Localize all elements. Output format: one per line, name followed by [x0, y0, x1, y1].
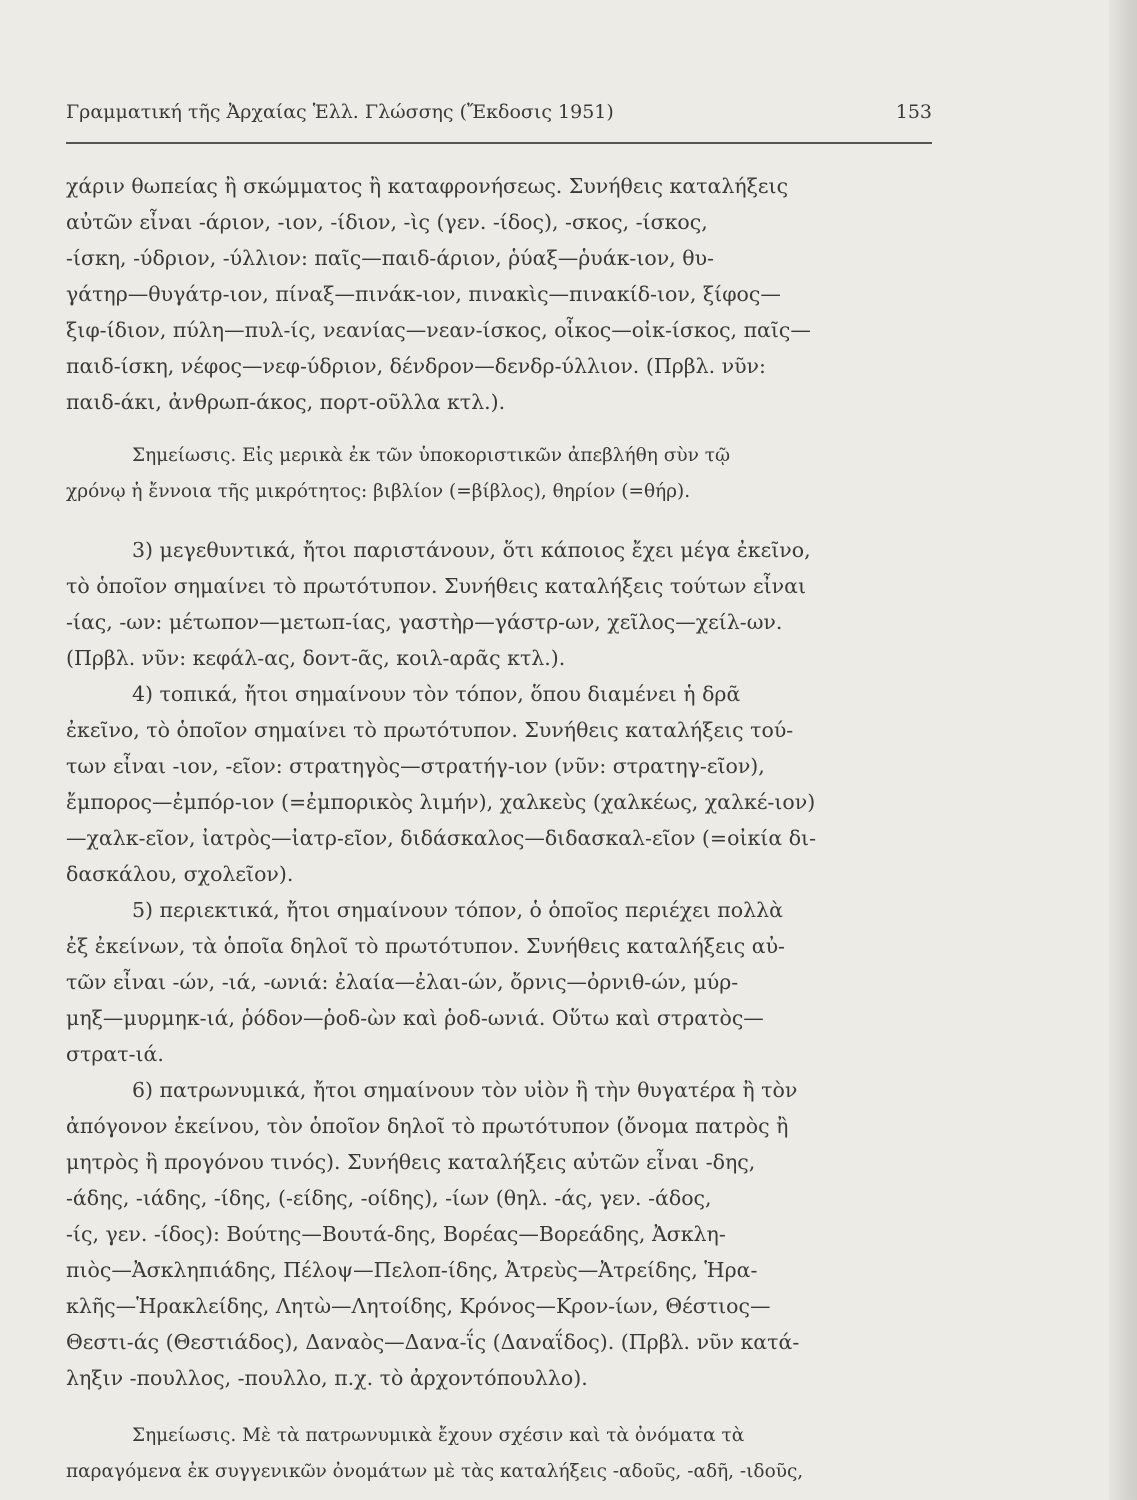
text-line: δασκάλου, σχολεῖον).	[66, 862, 294, 886]
text-line: τὸ ὁποῖον σημαίνει τὸ πρωτότυπον. Συνήθεις καταλήξεις τούτων εἶναι	[66, 574, 807, 598]
text-line: -ίς, γεν. -ίδος): Βούτης—Βουτά-δης, Βορέας—Βορεάδης, Ἀσκλη-	[66, 1222, 726, 1246]
text-line: ἐξ ἐκείνων, τὰ ὁποῖα δηλοῖ τὸ πρωτότυπον. Συνήθεις καταλήξεις αὐ-	[66, 934, 785, 958]
paragraph-augmentatives	[66, 532, 932, 676]
text-line: ληξιν -πουλλος, -πουλλο, π.χ. τὸ ἀρχοντόπουλλο).	[66, 1366, 588, 1390]
text-line: στρατ-ιά.	[66, 1042, 164, 1066]
text-line: ξιφ-ίδιον, πύλη—πυλ-ίς, νεανίας—νεαν-ίσκος, οἶκος—οἰκ-ίσκος, παῖς—	[66, 318, 811, 342]
note-line: Σημείωσις. Εἰς μερικὰ ἐκ τῶν ὑποκοριστικῶν ἀπεβλήθη σὺν τῷ	[132, 445, 731, 466]
page-edge	[1109, 0, 1137, 1500]
body-text	[66, 168, 932, 1490]
text-line: ἀπόγονον ἐκείνου, τὸν ὁποῖον δηλοῖ τὸ πρωτότυπον (ὄνομα πατρὸς ἢ	[66, 1114, 789, 1138]
text-line: 5) περιεκτικά, ἤτοι σημαίνουν τόπον, ὁ ὁποῖος περιέχει πολλὰ	[132, 898, 783, 922]
text-line: αὐτῶν εἶναι -άριον, -ιον, -ίδιον, -ὶς (γεν. -ίδος), -σκος, -ίσκος,	[66, 210, 708, 234]
paragraph-patronymics	[66, 1072, 932, 1396]
text-line: πιὸς—Ἀσκληπιάδης, Πέλοψ—Πελοπ-ίδης, Ἀτρεὺς—Ἀτρείδης, Ἡρα-	[66, 1258, 758, 1282]
note-line: παραγόμενα ἐκ συγγενικῶν ὀνομάτων μὲ τὰς καταλήξεις -αδοῦς, -αδῆ, -ιδοῦς,	[66, 1461, 804, 1482]
text-line: (Πρβλ. νῦν: κεφάλ-ας, δοντ-ᾶς, κοιλ-αρᾶς κτλ.).	[66, 646, 566, 670]
text-line: παιδ-ίσκη, νέφος—νεφ-ύδριον, δένδρον—δενδρ-ύλλιον. (Πρβλ. νῦν:	[66, 354, 766, 378]
text-line: —χαλκ-εῖον, ἰατρὸς—ἰατρ-εῖον, διδάσκαλος—διδασκαλ-εῖον (=οἰκία δι-	[66, 826, 817, 850]
running-title: Γραμματική τῆς Ἀρχαίας Ἑλλ. Γλώσσης (Ἔκδοσις 1951)	[66, 101, 614, 123]
text-line: -ίας, -ων: μέτωπον—μετωπ-ίας, γαστὴρ—γάστρ-ων, χεῖλος—χείλ-ων.	[66, 610, 783, 634]
note-line: Σημείωσις. Μὲ τὰ πατρωνυμικὰ ἔχουν σχέσιν καὶ τὰ ὀνόματα τὰ	[132, 1425, 745, 1446]
text-line: 4) τοπικά, ἤτοι σημαίνουν τὸν τόπον, ὅπου διαμένει ἡ δρᾶ	[132, 682, 741, 706]
text-line: 3) μεγεθυντικά, ἤτοι παριστάνουν, ὅτι κάποιος ἔχει μέγα ἐκεῖνο,	[132, 538, 811, 562]
text-line: -ίσκη, -ύδριον, -ύλλιον: παῖς—παιδ-άριον, ῥύαξ—ῥυάκ-ιον, θυ-	[66, 246, 714, 270]
note-line: χρόνῳ ἡ ἔννοια τῆς μικρότητος: βιβλίον (=βίβλος), θηρίον (=θήρ).	[66, 481, 691, 502]
paragraph-diminutives	[66, 168, 932, 420]
text-line: ἐκεῖνο, τὸ ὁποῖον σημαίνει τὸ πρωτότυπον. Συνήθεις καταλήξεις τού-	[66, 718, 794, 742]
text-line: μηξ—μυρμηκ-ιά, ῥόδον—ῥοδ-ὼν καὶ ῥοδ-ωνιά. Οὕτω καὶ στρατὸς—	[66, 1006, 764, 1030]
paragraph-collectives	[66, 892, 932, 1072]
text-line: των εἶναι -ιον, -εῖον: στρατηγὸς—στρατήγ-ιον (νῦν: στρατηγ-εῖον),	[66, 754, 765, 778]
text-line: -άδης, -ιάδης, -ίδης, (-είδης, -οίδης), -ίων (θηλ. -άς, γεν. -άδος,	[66, 1186, 712, 1210]
text-line: παιδ-άκι, ἀνθρωπ-άκος, πορτ-οῦλλα κτλ.).	[66, 390, 506, 414]
text-line: τῶν εἶναι -ών, -ιά, -ωνιά: ἐλαία—ἐλαι-ών, ὄρνις—ὀρνιθ-ών, μύρ-	[66, 970, 739, 994]
text-line: χάριν θωπείας ἢ σκώμματος ἢ καταφρονήσεως. Συνήθεις καταλήξεις	[66, 174, 789, 198]
text-line: γάτηρ—θυγάτρ-ιον, πίναξ—πινάκ-ιον, πινακὶς—πινακίδ-ιον, ξίφος—	[66, 282, 781, 306]
running-header	[66, 101, 932, 123]
text-line: κλῆς—Ἡρακλείδης, Λητὼ—Λητοίδης, Κρόνος—Κρον-ίων, Θέστιος—	[66, 1294, 771, 1318]
paragraph-locatives	[66, 676, 932, 892]
text-line: Θεστι-άς (Θεστιάδος), Δαναὸς—Δανα-ΐς (Δαναΐδος). (Πρβλ. νῦν κατά-	[66, 1330, 800, 1354]
text-line: ἔμπορος—ἐμπόρ-ιον (=ἐμπορικὸς λιμήν), χαλκεὺς (χαλκέως, χαλκέ-ιον)	[66, 790, 816, 814]
text-line: μητρὸς ἢ προγόνου τινός). Συνήθεις καταλήξεις αὐτῶν εἶναι -δης,	[66, 1150, 756, 1174]
page-number: 153	[895, 101, 932, 123]
note-block-1	[66, 438, 932, 510]
text-line: 6) πατρωνυμικά, ἤτοι σημαίνουν τὸν υἱὸν ἢ τὴν θυγατέρα ἢ τὸν	[132, 1078, 798, 1102]
note-block-2	[66, 1418, 932, 1490]
header-rule	[66, 142, 932, 144]
